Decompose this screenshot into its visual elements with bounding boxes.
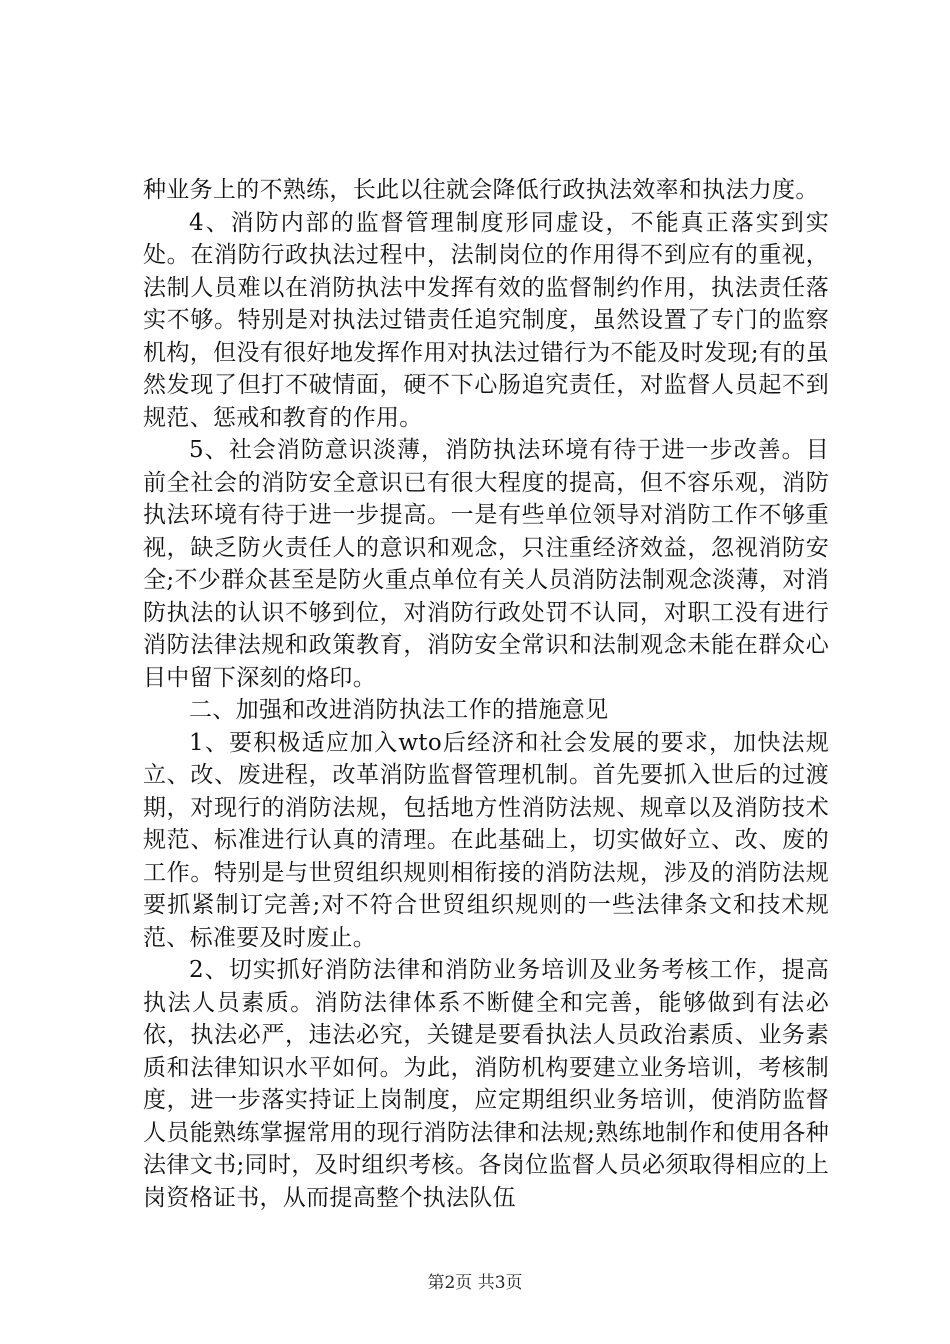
page-number-label: 第2页 共3页 xyxy=(427,1273,523,1293)
paragraph-continuation: 种业务上的不熟练，长此以往就会降低行政执法效率和执法力度。 xyxy=(143,177,819,203)
paragraph-measure-1: 1、要积极适应加入wto后经济和社会发展的要求，加快法规立、改、废进程，改革消防监督管理机制。首先要抓入世后的过渡期，对现行的消防法规，包括地方性消防法规、规章以及消防技术规范、标准进行认真的清理。在此基础上，切实做好立、改、废的工作。特别是与世贸组织规则相衔接的消防法规，涉及的消防法规要抓紧制订完善;对不符合世贸组织规则的一些法律条文和技术规范、标准要及时废止。 xyxy=(143,729,829,951)
page-footer xyxy=(0,1268,950,1293)
paragraph-item-4: 4、消防内部的监督管理制度形同虚设，不能真正落实到实处。在消防行政执法过程中，法制岗位的作用得不到应有的重视，法制人员难以在消防执法中发挥有效的监督制约作用，执法责任落实不够。特别是对执法过错责任追究制度，虽然设置了专门的监察机构，但没有很好地发挥作用对执法过错行为不能及时发现;有的虽然发现了但打不破情面，硬不下心肠追究责任，对监督人员起不到规范、惩戒和教育的作用。 xyxy=(143,209,829,431)
document-body xyxy=(143,174,829,1214)
section-heading: 二、加强和改进消防执法工作的措施意见 xyxy=(189,697,609,723)
paragraph-item-5: 5、社会消防意识淡薄，消防执法环境有待于进一步改善。目前全社会的消防安全意识已有很大程度的提高，但不容乐观，消防执法环境有待于进一步提高。一是有些单位领导对消防工作不够重视，缺乏防火责任人的意识和观念，只注重经济效益，忽视消防安全;不少群众甚至是防火重点单位有关人员消防法制观念淡薄，对消防执法的认识不够到位，对消防行政处罚不认同，对职工没有进行消防法律法规和政策教育，消防安全常识和法制观念未能在群众心目中留下深刻的烙印。 xyxy=(143,437,829,691)
paragraph-measure-2: 2、切实抓好消防法律和消防业务培训及业务考核工作，提高执法人员素质。消防法律体系不断健全和完善，能够做到有法必依，执法必严，违法必究，关键是要看执法人员政治素质、业务素质和法律知识水平如何。为此，消防机构要建立业务培训，考核制度，进一步落实持证上岗制度，应定期组织业务培训，使消防监督人员能熟练掌握常用的现行消防法律和法规;熟练地制作和使用各种法律文书;同时，及时组织考核。各岗位监督人员必须取得相应的上岗资格证书，从而提高整个执法队伍 xyxy=(143,957,829,1211)
